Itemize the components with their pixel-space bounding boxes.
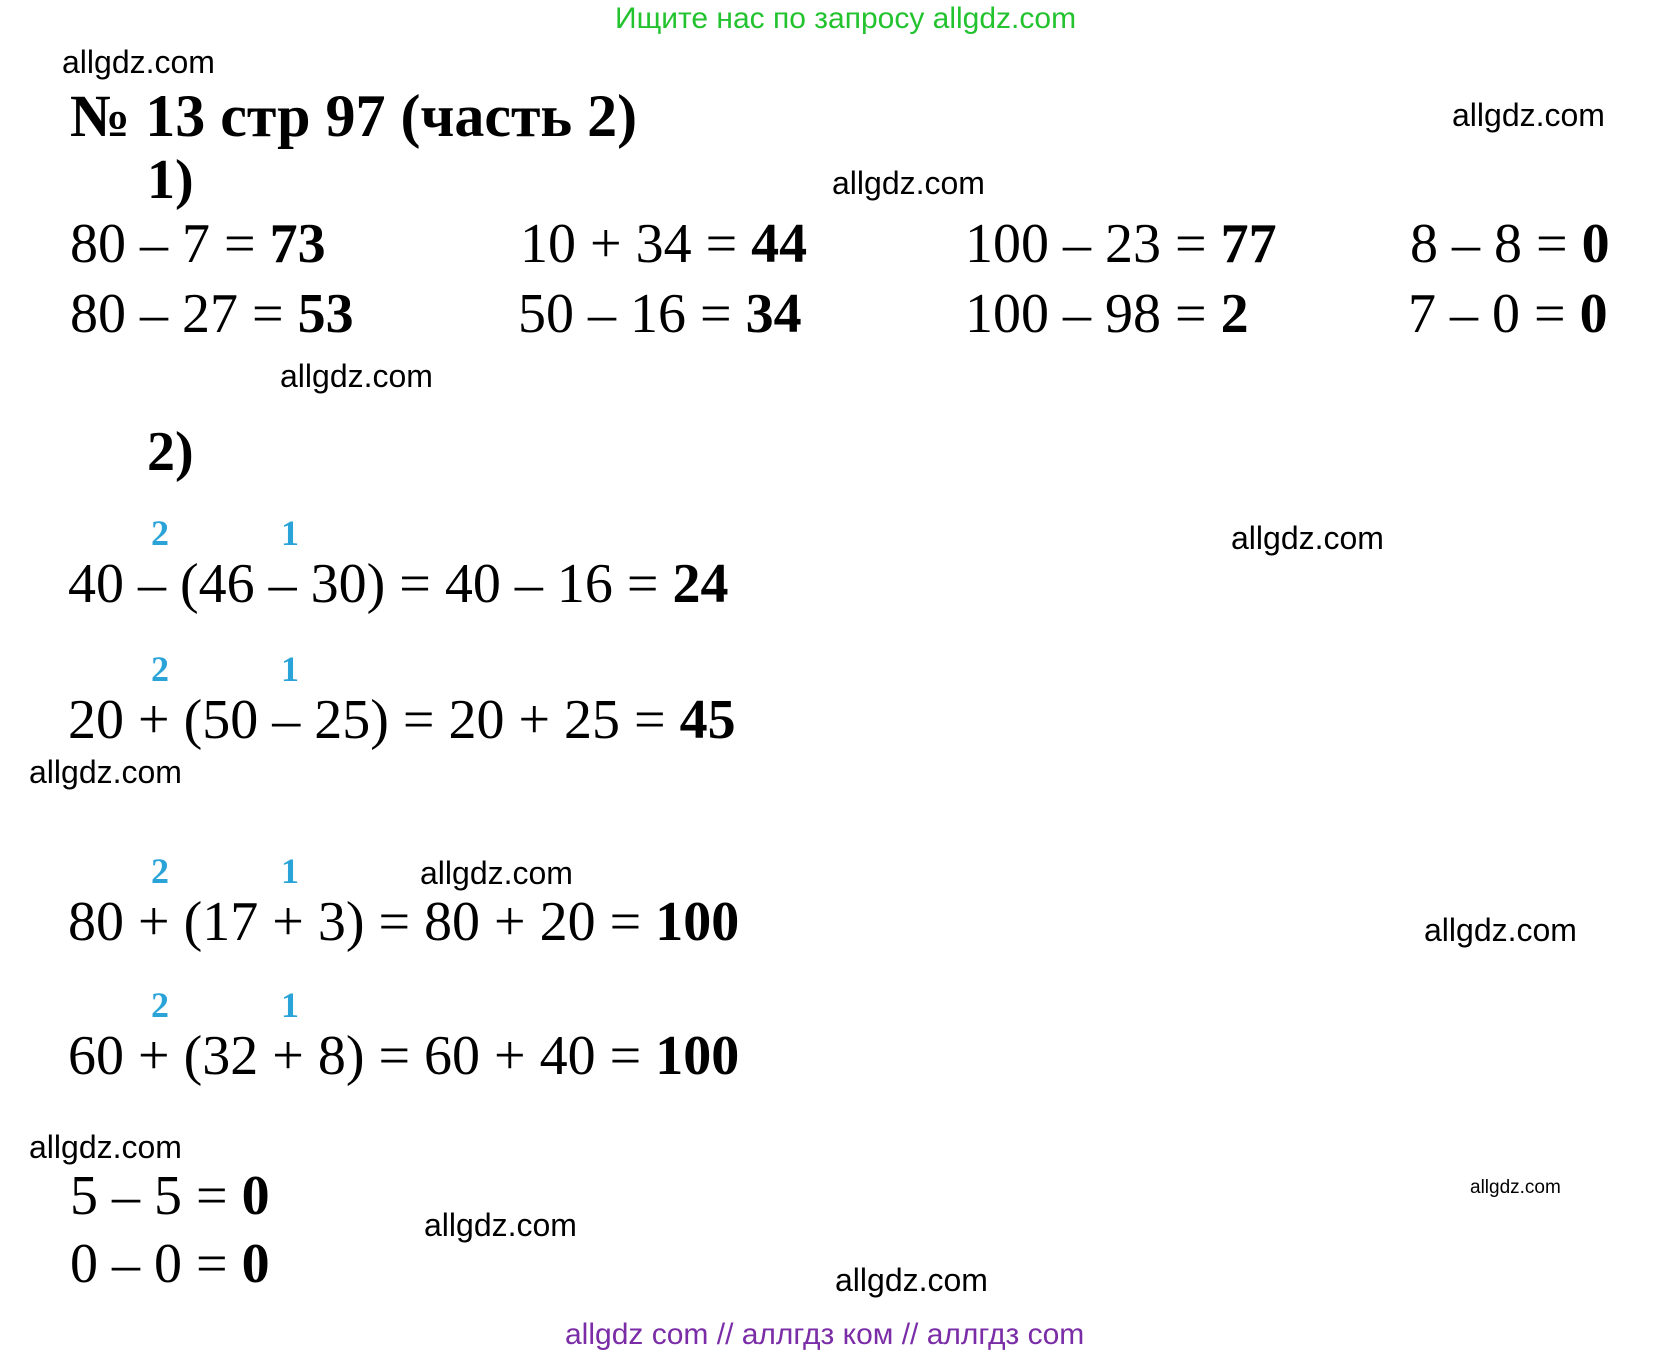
order-mark: 2 [151, 513, 169, 553]
order-mark: 1 [281, 851, 299, 891]
equation: 100 – 98 = 2 [965, 283, 1249, 345]
order-mark: 2 [151, 985, 169, 1025]
order-mark: 1 [281, 985, 299, 1025]
equation: 8 – 8 = 0 [1410, 213, 1610, 275]
watermark: allgdz.com [1424, 912, 1577, 948]
page-title: № 13 стр 97 (часть 2) [70, 83, 638, 149]
watermark: allgdz.com [280, 358, 433, 394]
watermark: allgdz.com [1452, 97, 1605, 133]
watermark: allgdz.com [424, 1207, 577, 1243]
expression: 60 + (32 + 8) = 60 + 40 = 100 [68, 1025, 740, 1087]
order-mark: 1 [281, 513, 299, 553]
equation: 10 + 34 = 44 [520, 213, 808, 275]
watermark: allgdz.com [420, 855, 573, 891]
equation: 50 – 16 = 34 [518, 283, 802, 345]
order-mark: 2 [151, 649, 169, 689]
order-mark: 1 [281, 649, 299, 689]
expression: 40 – (46 – 30) = 40 – 16 = 24 [68, 553, 729, 615]
expression: 20 + (50 – 25) = 20 + 25 = 45 [68, 689, 736, 751]
watermark: allgdz.com [1470, 1177, 1561, 1198]
part-1-label: 1) [147, 149, 194, 211]
order-mark: 2 [151, 851, 169, 891]
equation: 7 – 0 = 0 [1408, 283, 1608, 345]
equation: 80 – 27 = 53 [70, 283, 354, 345]
watermark: allgdz.com [835, 1262, 988, 1298]
watermark: allgdz.com [29, 1129, 182, 1165]
bottom-banner: allgdz com // аллгдз ком // аллгдз com [565, 1318, 1085, 1351]
equation: 5 – 5 = 0 [70, 1165, 270, 1227]
part-2-label: 2) [147, 421, 194, 483]
watermark: allgdz.com [29, 754, 182, 790]
top-banner: Ищите нас по запросу allgdz.com [615, 2, 1077, 35]
watermark: allgdz.com [62, 44, 215, 80]
watermark: allgdz.com [832, 165, 985, 201]
equation: 80 – 7 = 73 [70, 213, 326, 275]
equation: 100 – 23 = 77 [965, 213, 1277, 275]
expression: 80 + (17 + 3) = 80 + 20 = 100 [68, 891, 740, 953]
watermark: allgdz.com [1231, 520, 1384, 556]
equation: 0 – 0 = 0 [70, 1233, 270, 1295]
